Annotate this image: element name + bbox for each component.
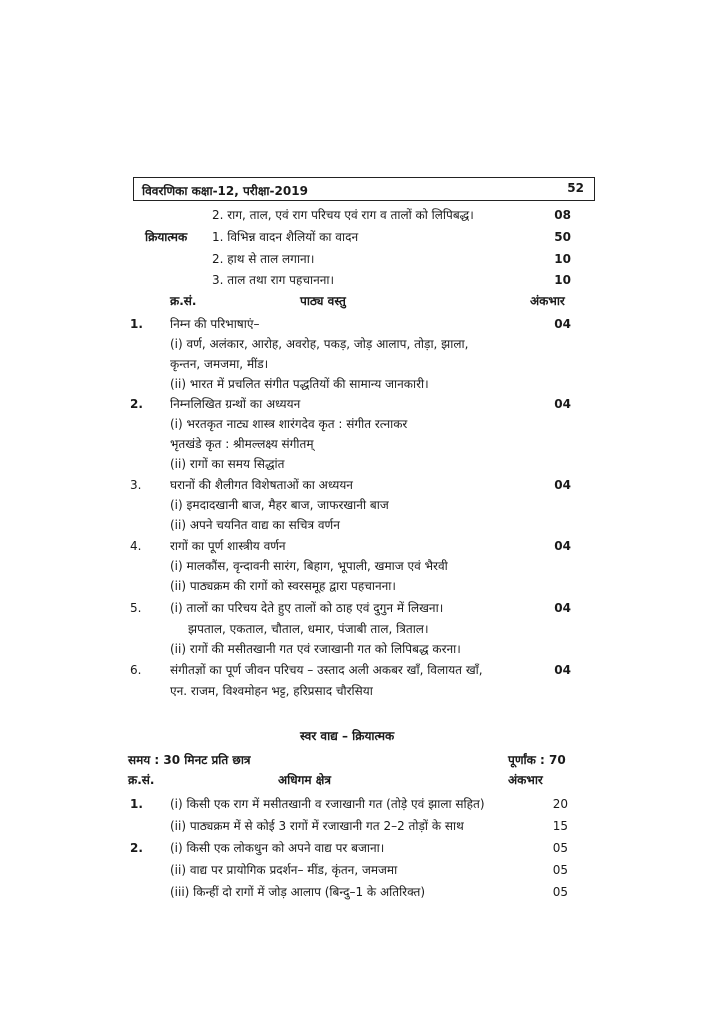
practical-row-text: (ii) वाद्य पर प्रायोगिक प्रदर्शन– मींड, कृंतन, जमजमा (170, 863, 398, 877)
practical-row-marks: 20 (552, 797, 568, 811)
row-line: (i) भरतकृत नाट्य शास्त्र शारंगदेव कृत : संगीत रत्नाकर (170, 417, 408, 431)
practical-col-area: अधिगम क्षेत्र (278, 773, 331, 787)
row-line: संगीतज्ञों का पूर्ण जीवन परिचय – उस्ताद अली अकबर खाँ, विलायत खाँ, (170, 663, 483, 677)
row-line: (ii) रागों का समय सिद्धांत (170, 457, 285, 471)
practical-col-sno: क्र.सं. (128, 773, 155, 787)
row-line: कृन्तन, जमजमा, मींड। (170, 357, 269, 371)
row-marks: 04 (554, 397, 571, 411)
row-marks: 04 (554, 663, 571, 677)
theory-col-content: पाठ्य वस्तु (300, 294, 346, 308)
practical-row-number: 1. (130, 797, 143, 811)
row-line: (i) वर्ण, अलंकार, आरोह, अवरोह, पकड़, जोड़ आलाप, तोड़ा, झाला, (170, 337, 469, 351)
row-line: (ii) रागों की मसीतखानी गत एवं रजाखानी गत को लिपिबद्ध करना। (170, 642, 461, 656)
top-line-text: 2. राग, ताल, एवं राग परिचय एवं राग व तालों को लिपिबद्ध। (212, 208, 474, 222)
practical-row-marks: 15 (552, 819, 568, 833)
practical-col-marks: अंकभार (508, 773, 543, 787)
row-marks: 04 (554, 601, 571, 615)
page-header (133, 177, 595, 201)
row-marks: 04 (554, 317, 571, 331)
row-line: निम्नलिखित ग्रन्थों का अध्ययन (170, 397, 301, 411)
top-line-marks: 10 (554, 252, 571, 266)
row-line: झपताल, एकताल, चौताल, धमार, पंजाबी ताल, त्रिताल। (188, 622, 429, 636)
row-line: (i) इमदादखानी बाज, मैहर बाज, जाफरखानी बाज (170, 498, 389, 512)
row-marks: 04 (554, 478, 571, 492)
theory-col-marks: अंकभार (530, 294, 565, 308)
theory-col-sno: क्र.सं. (170, 294, 197, 308)
row-number: 6. (130, 663, 142, 677)
practical-row-text: (i) किसी एक राग में मसीतखानी व रजाखानी गत (तोड़े एवं झाला सहित) (170, 797, 485, 811)
time-label: समय : 30 मिनट प्रति छात्र (128, 753, 251, 767)
row-number: 5. (130, 601, 142, 615)
total-marks-label: पूर्णांक : 70 (508, 753, 566, 767)
top-line-marks: 10 (554, 273, 571, 287)
row-line: भृतखंडे कृत : श्रीमल्लक्ष्य संगीतम् (170, 437, 314, 451)
row-number: 4. (130, 539, 142, 553)
page-number: 52 (567, 181, 584, 195)
top-line-text: 3. ताल तथा राग पहचानना। (212, 273, 335, 287)
practical-row-text: (i) किसी एक लोकधुन को अपने वाद्य पर बजाना। (170, 841, 385, 855)
practical-row-text: (iii) किन्हीं दो रागों में जोड़ आलाप (बिन्दु–1 के अतिरिक्त) (170, 885, 426, 899)
top-line-marks: 50 (554, 230, 571, 244)
top-line-text: 1. विभिन्न वादन शैलियों का वादन (212, 230, 359, 244)
practical-row-number: 2. (130, 841, 143, 855)
row-marks: 04 (554, 539, 571, 553)
row-line: रागों का पूर्ण शास्त्रीय वर्णन (170, 539, 286, 553)
header-title: विवरणिका कक्षा-12, परीक्षा-2019 (142, 184, 308, 198)
row-number: 1. (130, 317, 143, 331)
row-line: (ii) भारत में प्रचलित संगीत पद्धतियों की सामान्य जानकारी। (170, 377, 429, 391)
practical-heading: स्वर वाद्य – क्रियात्मक (300, 729, 395, 743)
row-line: (ii) पाठ्यक्रम की रागों को स्वरसमूह द्वारा पहचानना। (170, 579, 396, 593)
practical-row-marks: 05 (552, 863, 568, 877)
row-line: घरानों की शैलीगत विशेषताओं का अध्ययन (170, 478, 353, 492)
practical-row-marks: 05 (552, 841, 568, 855)
practical-row-marks: 05 (552, 885, 568, 899)
row-number: 2. (130, 397, 143, 411)
top-line-marks: 08 (554, 208, 571, 222)
row-line: निम्न की परिभाषाएं– (170, 317, 260, 331)
row-number: 3. (130, 478, 142, 492)
row-line: (ii) अपने चयनित वाद्य का सचित्र वर्णन (170, 518, 340, 532)
row-line: एन. राजम, विश्वमोहन भट्ट, हरिप्रसाद चौरसिया (170, 684, 373, 698)
practical-label: क्रियात्मक (145, 230, 188, 244)
row-line: (i) तालों का परिचय देते हुए तालों को ठाह एवं दुगुन में लिखना। (170, 601, 444, 615)
practical-row-text: (ii) पाठ्यक्रम में से कोई 3 रागों में रजाखानी गत 2–2 तोड़ों के साथ (170, 819, 464, 833)
top-line-text: 2. हाथ से ताल लगाना। (212, 252, 315, 266)
row-line: (i) मालकौंस, वृन्दावनी सारंग, बिहाग, भूपाली, खमाज एवं भैरवी (170, 559, 448, 573)
